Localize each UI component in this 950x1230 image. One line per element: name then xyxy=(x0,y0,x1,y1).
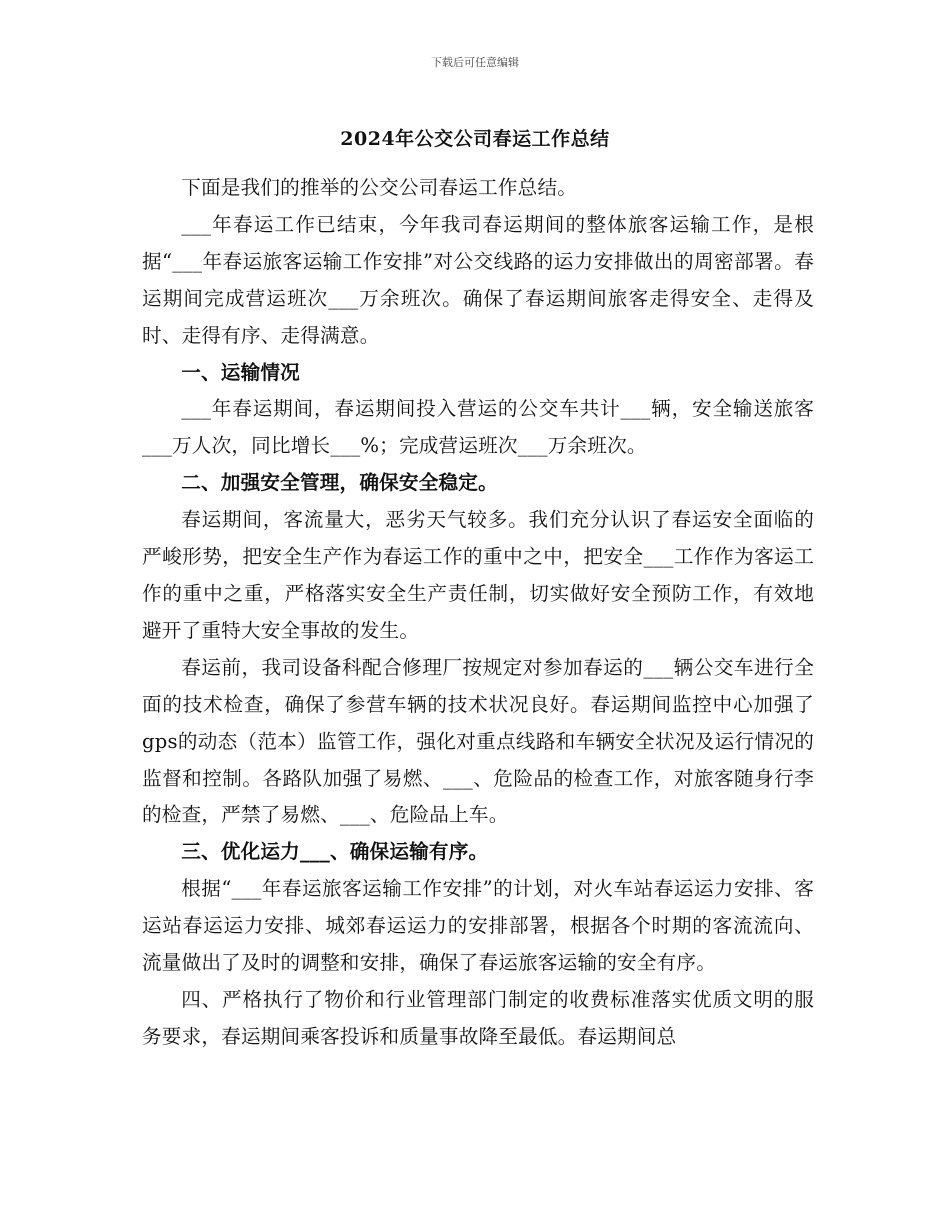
intro-paragraph: 下面是我们的推举的公交公司春运工作总结。 xyxy=(181,176,578,199)
document-body xyxy=(142,170,814,1056)
section-heading-safety: 二、加强安全管理，确保安全稳定。 xyxy=(181,471,498,495)
safety-paragraph-2: 春运前，我司设备科配合修理厂按规定对参加春运的___辆公交车进行全面的技术检查，确保了参营车辆的技术状况良好。春运期间监控中心加强了gps的动态（范本）监管工作，强化对重点线路和车辆安全状况及运行情况的监督和控制。各路队加强了易燃、___、危险品的检查工作，对旅客随身行李的检查，严禁了易燃、___、危险品上车。 xyxy=(142,655,814,827)
section-heading-capacity: 三、优化运力___、确保运输有序。 xyxy=(181,840,489,864)
header-note: 下载后可任意编辑 xyxy=(431,56,519,69)
document-title: 2024年公交公司春运工作总结 xyxy=(340,128,610,150)
capacity-paragraph: 根据“___年春运旅客运输工作安排”的计划，对火车站春运运力安排、客运站春运运力安排、城郊春运运力的安排部署，根据各个时期的客流流向、流量做出了及时的调整和安排，确保了春运旅客运输的安全有序。 xyxy=(142,877,814,975)
section-heading-transport: 一、运输情况 xyxy=(181,360,300,384)
service-paragraph: 四、严格执行了物价和行业管理部门制定的收费标准落实优质文明的服务要求，春运期间乘客投诉和质量事故降至最低。春运期间总 xyxy=(142,987,814,1048)
transport-paragraph: ___年春运期间，春运期间投入营运的公交车共计___辆，安全输送旅客___万人次，同比增长___%；完成营运班次___万余班次。 xyxy=(142,397,814,458)
summary-paragraph: ___年春运工作已结束，今年我司春运期间的整体旅客运输工作，是根据“___年春运旅客运输工作安排”对公交线路的运力安排做出的周密部署。春运期间完成营运班次___万余班次。确保了春运期间旅客走得安全、走得及时、走得有序、走得满意。 xyxy=(142,212,814,347)
safety-paragraph-1: 春运期间，客流量大，恶劣天气较多。我们充分认识了春运安全面临的严峻形势，把安全生产作为春运工作的重中之中，把安全___工作作为客运工作的重中之重，严格落实安全生产责任制，切实做好安全预防工作，有效地避开了重特大安全事故的发生。 xyxy=(142,508,814,642)
